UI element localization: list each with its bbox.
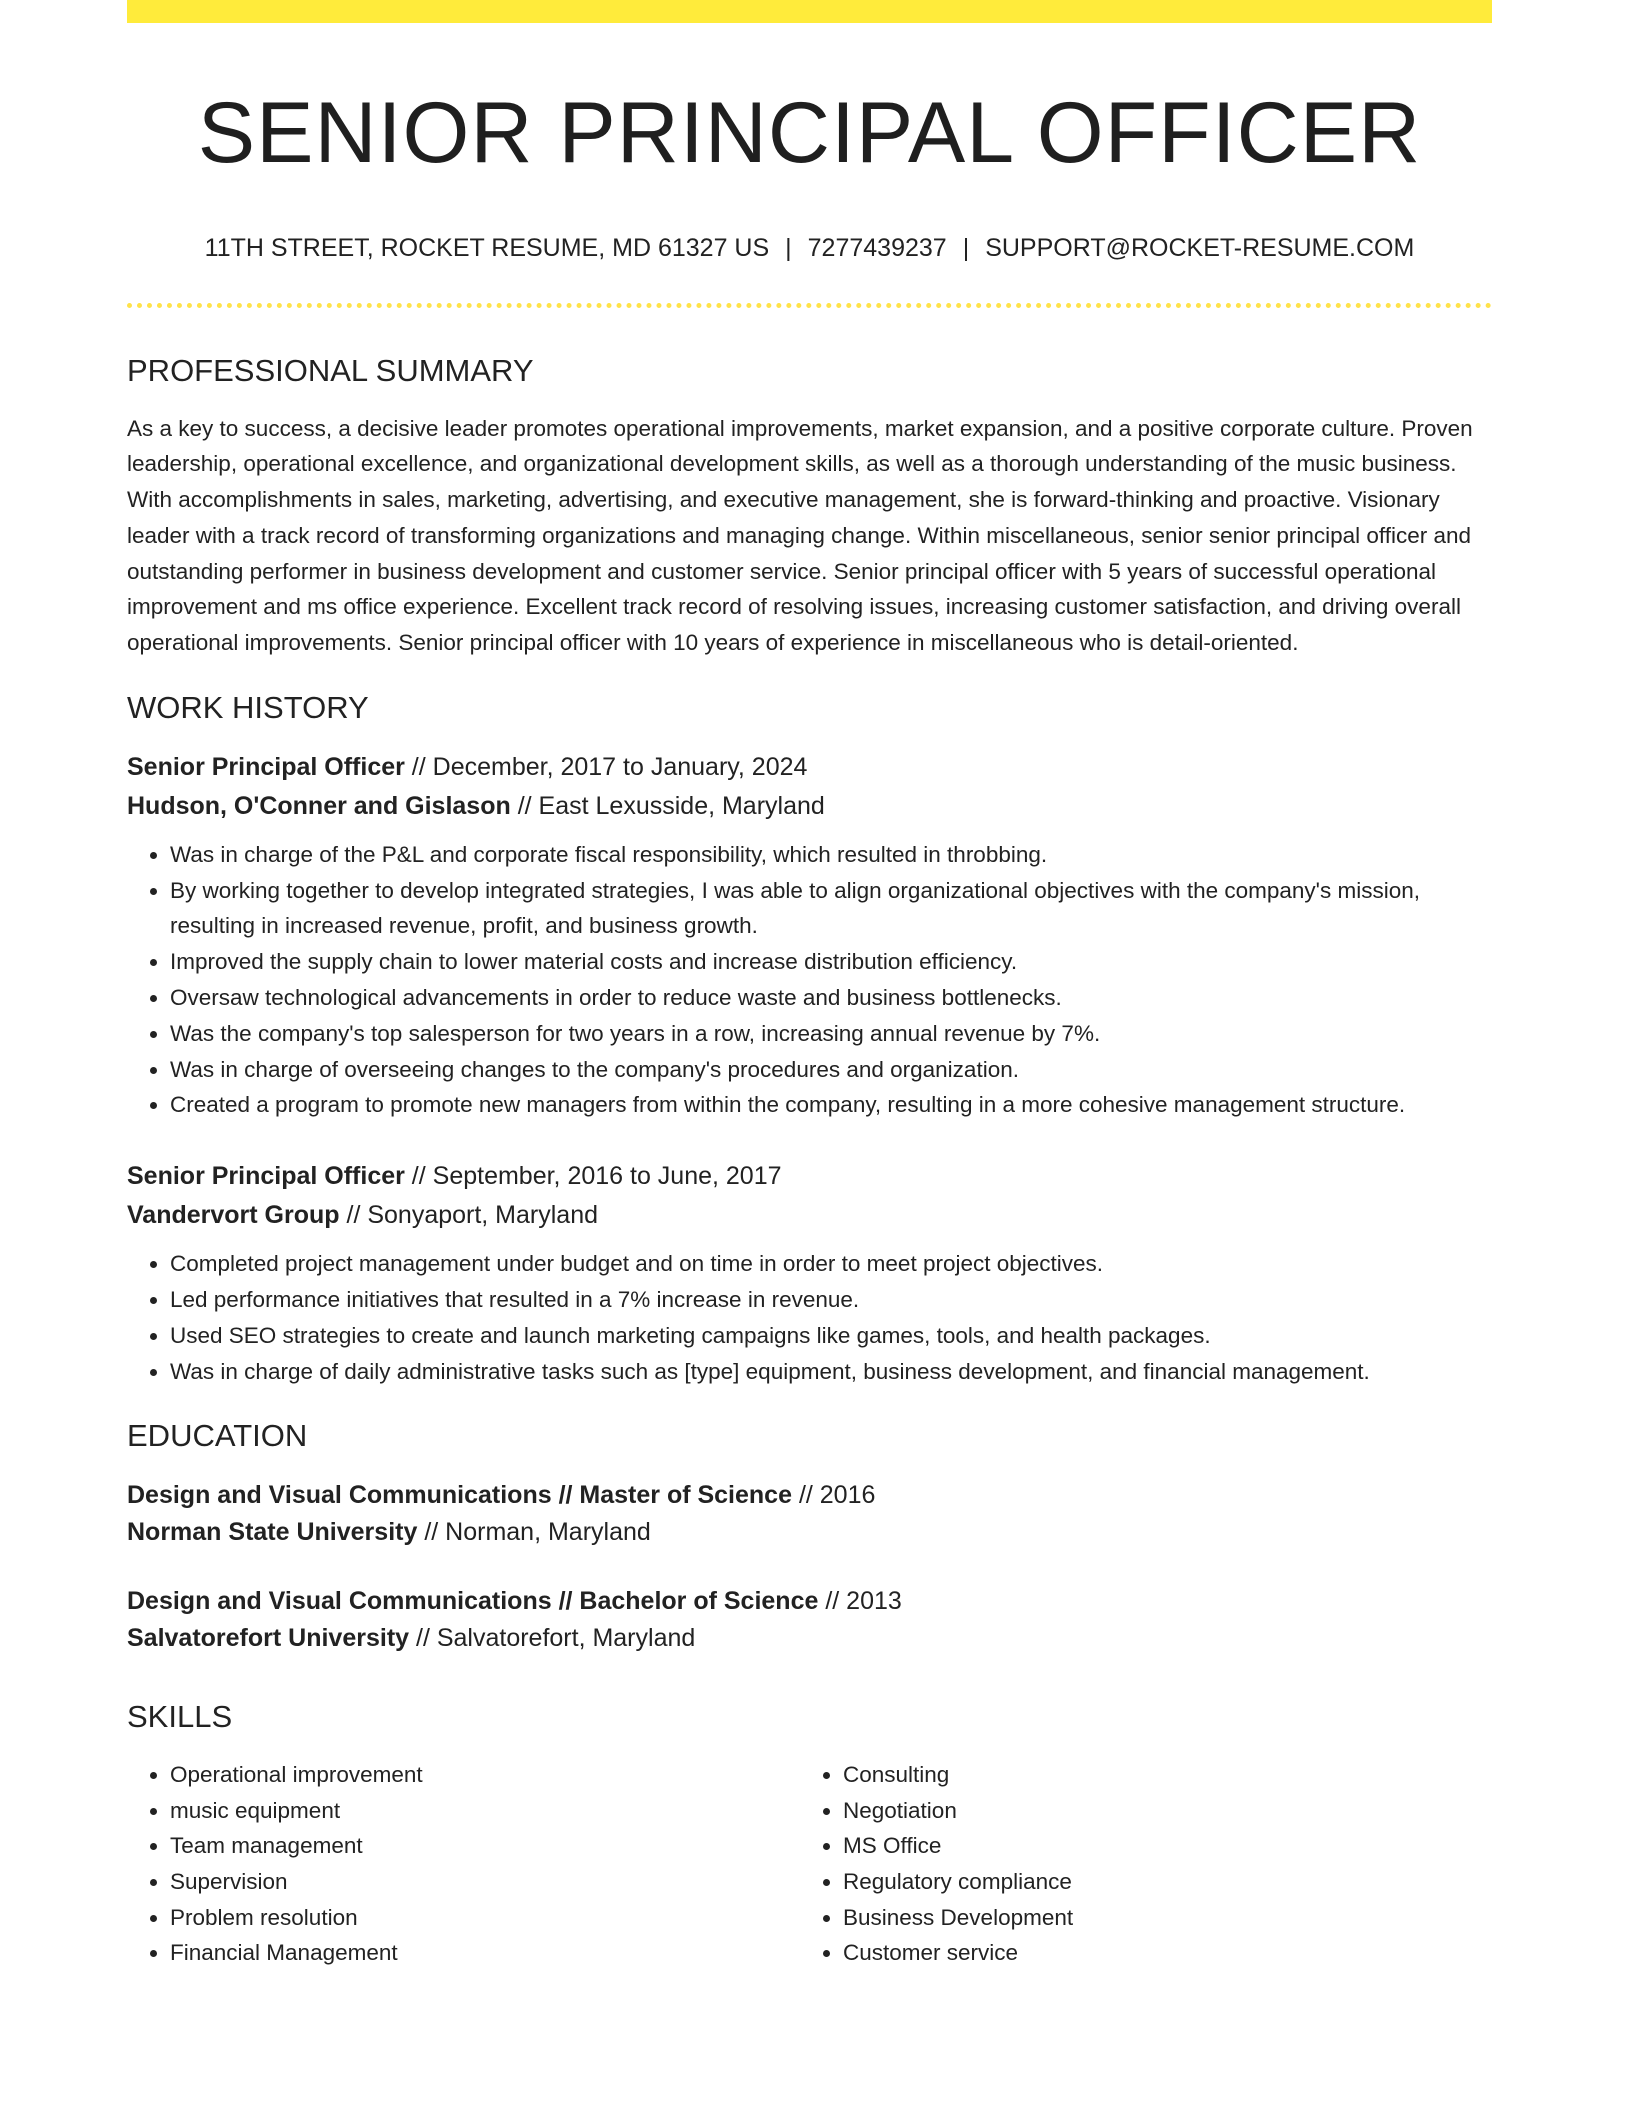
job-role-line xyxy=(127,1157,1492,1196)
education-year: // 2013 xyxy=(818,1586,902,1615)
skill-item: • Negotiation xyxy=(843,1793,1473,1829)
education-location: // Salvatorefort, Maryland xyxy=(409,1624,696,1653)
job-dates: // December, 2017 to January, 2024 xyxy=(404,752,808,781)
job-bullets xyxy=(127,1246,1492,1389)
job-company-line xyxy=(127,1196,1492,1235)
job-bullet: • By working together to develop integrated strategies, I was able to align organizational objectives with the company's mission, resulting in increased revenue, profit, and business growth. xyxy=(170,873,1492,945)
education-location: // Norman, Maryland xyxy=(417,1518,651,1547)
job-bullet: • Used SEO strategies to create and launch marketing campaigns like games, tools, and health packages. xyxy=(170,1318,1492,1354)
skills-list-left xyxy=(127,1757,800,1971)
section-title-skills: SKILLS xyxy=(127,1698,233,1734)
education-degree-line xyxy=(127,1477,1492,1515)
job-bullet: • Was in charge of the P&L and corporate fiscal responsibility, which resulted in throbbing. xyxy=(170,837,1492,873)
skills-columns xyxy=(127,1757,1492,1971)
job-role: Senior Principal Officer xyxy=(127,1162,405,1191)
job-entry xyxy=(127,1157,1492,1389)
summary-text: As a key to success, a decisive leader promotes operational improvements, market expansion, and a positive corporate culture. Proven leadership, operational excellence, and organizational development skills, as well as a thorough understanding of the music business. With accomplishments in sales, marketing, advertising, and executive management, she is forward-thinking and proactive. Visionary leader with a track record of transforming organizations and managing change. Within miscellaneous, senior senior principal officer and outstanding performer in business development and customer service. Senior principal officer with 5 years of successful operational improvement and ms office experience. Excellent track record of resolving issues, increasing customer satisfaction, and driving overall operational improvements. Senior principal officer with 10 years of experience in miscellaneous who is detail-oriented. xyxy=(127,415,1473,655)
skill-item: • Business Development xyxy=(843,1900,1473,1936)
job-bullet: • Improved the supply chain to lower material costs and increase distribution efficiency. xyxy=(170,944,1492,980)
skill-item: • Consulting xyxy=(843,1757,1473,1793)
contact-phone: 7277439237 xyxy=(807,233,947,262)
job-bullet: • Created a program to promote new managers from within the company, resulting in a more cohesive management structure. xyxy=(170,1087,1492,1123)
job-location: // East Lexusside, Maryland xyxy=(510,791,825,820)
skill-item: • Team management xyxy=(170,1828,800,1864)
job-company: Vandervort Group xyxy=(127,1201,340,1230)
section-title-work-history: WORK HISTORY xyxy=(127,689,369,725)
skill-item: • music equipment xyxy=(170,1793,800,1829)
job-role-line xyxy=(127,748,1492,787)
skill-item: • Operational improvement xyxy=(170,1757,800,1793)
job-role: Senior Principal Officer xyxy=(127,752,405,781)
education-school: Norman State University xyxy=(127,1518,418,1547)
job-bullet: • Oversaw technological advancements in order to reduce waste and business bottlenecks. xyxy=(170,980,1492,1016)
education-degree: Design and Visual Communications // Bachelor of Science xyxy=(127,1586,819,1615)
dotted-divider xyxy=(127,303,1492,308)
job-bullet: • Completed project management under budget and on time in order to meet project objectives. xyxy=(170,1246,1492,1282)
skill-item: • Financial Management xyxy=(170,1935,800,1971)
candidate-name: SENIOR PRINCIPAL OFFICER xyxy=(197,85,1422,181)
job-dates: // September, 2016 to June, 2017 xyxy=(404,1162,782,1191)
job-company-line xyxy=(127,787,1492,826)
skill-item: • Supervision xyxy=(170,1864,800,1900)
education-year: // 2016 xyxy=(792,1480,876,1509)
education-school: Salvatorefort University xyxy=(127,1624,410,1653)
job-entry xyxy=(127,748,1492,1123)
contact-separator: | xyxy=(962,233,970,262)
job-bullet: • Was the company's top salesperson for two years in a row, increasing annual revenue by 7%. xyxy=(170,1016,1492,1052)
top-accent-bar xyxy=(127,0,1492,23)
contact-address: 11TH STREET, ROCKET RESUME, MD 61327 US xyxy=(204,233,770,262)
job-location: // Sonyaport, Maryland xyxy=(339,1201,599,1230)
contact-separator: | xyxy=(785,233,792,262)
job-company: Hudson, O'Conner and Gislason xyxy=(127,791,511,820)
job-bullet: • Was in charge of daily administrative tasks such as [type] equipment, business development, and financial management. xyxy=(170,1354,1492,1390)
skill-item: • Regulatory compliance xyxy=(843,1864,1473,1900)
resume-page xyxy=(127,0,1492,1971)
contact-email: SUPPORT@ROCKET-RESUME.COM xyxy=(985,233,1415,262)
education-entry xyxy=(127,1583,1492,1658)
job-bullet: • Led performance initiatives that resulted in a 7% increase in revenue. xyxy=(170,1282,1492,1318)
section-title-education: EDUCATION xyxy=(127,1418,308,1454)
skill-item: • Customer service xyxy=(843,1935,1473,1971)
education-degree: Design and Visual Communications // Master of Science xyxy=(127,1480,792,1509)
section-title-summary: PROFESSIONAL SUMMARY xyxy=(127,352,534,388)
education-school-line xyxy=(127,1620,1492,1658)
job-bullet: • Was in charge of overseeing changes to the company's procedures and organization. xyxy=(170,1052,1492,1088)
skill-item: • Problem resolution xyxy=(170,1900,800,1936)
skill-item: • MS Office xyxy=(843,1828,1473,1864)
contact-line xyxy=(127,233,1492,263)
job-bullets xyxy=(127,837,1492,1123)
skills-list-right xyxy=(800,1757,1473,1971)
education-entry xyxy=(127,1477,1492,1552)
education-degree-line xyxy=(127,1583,1492,1621)
education-school-line xyxy=(127,1514,1492,1552)
